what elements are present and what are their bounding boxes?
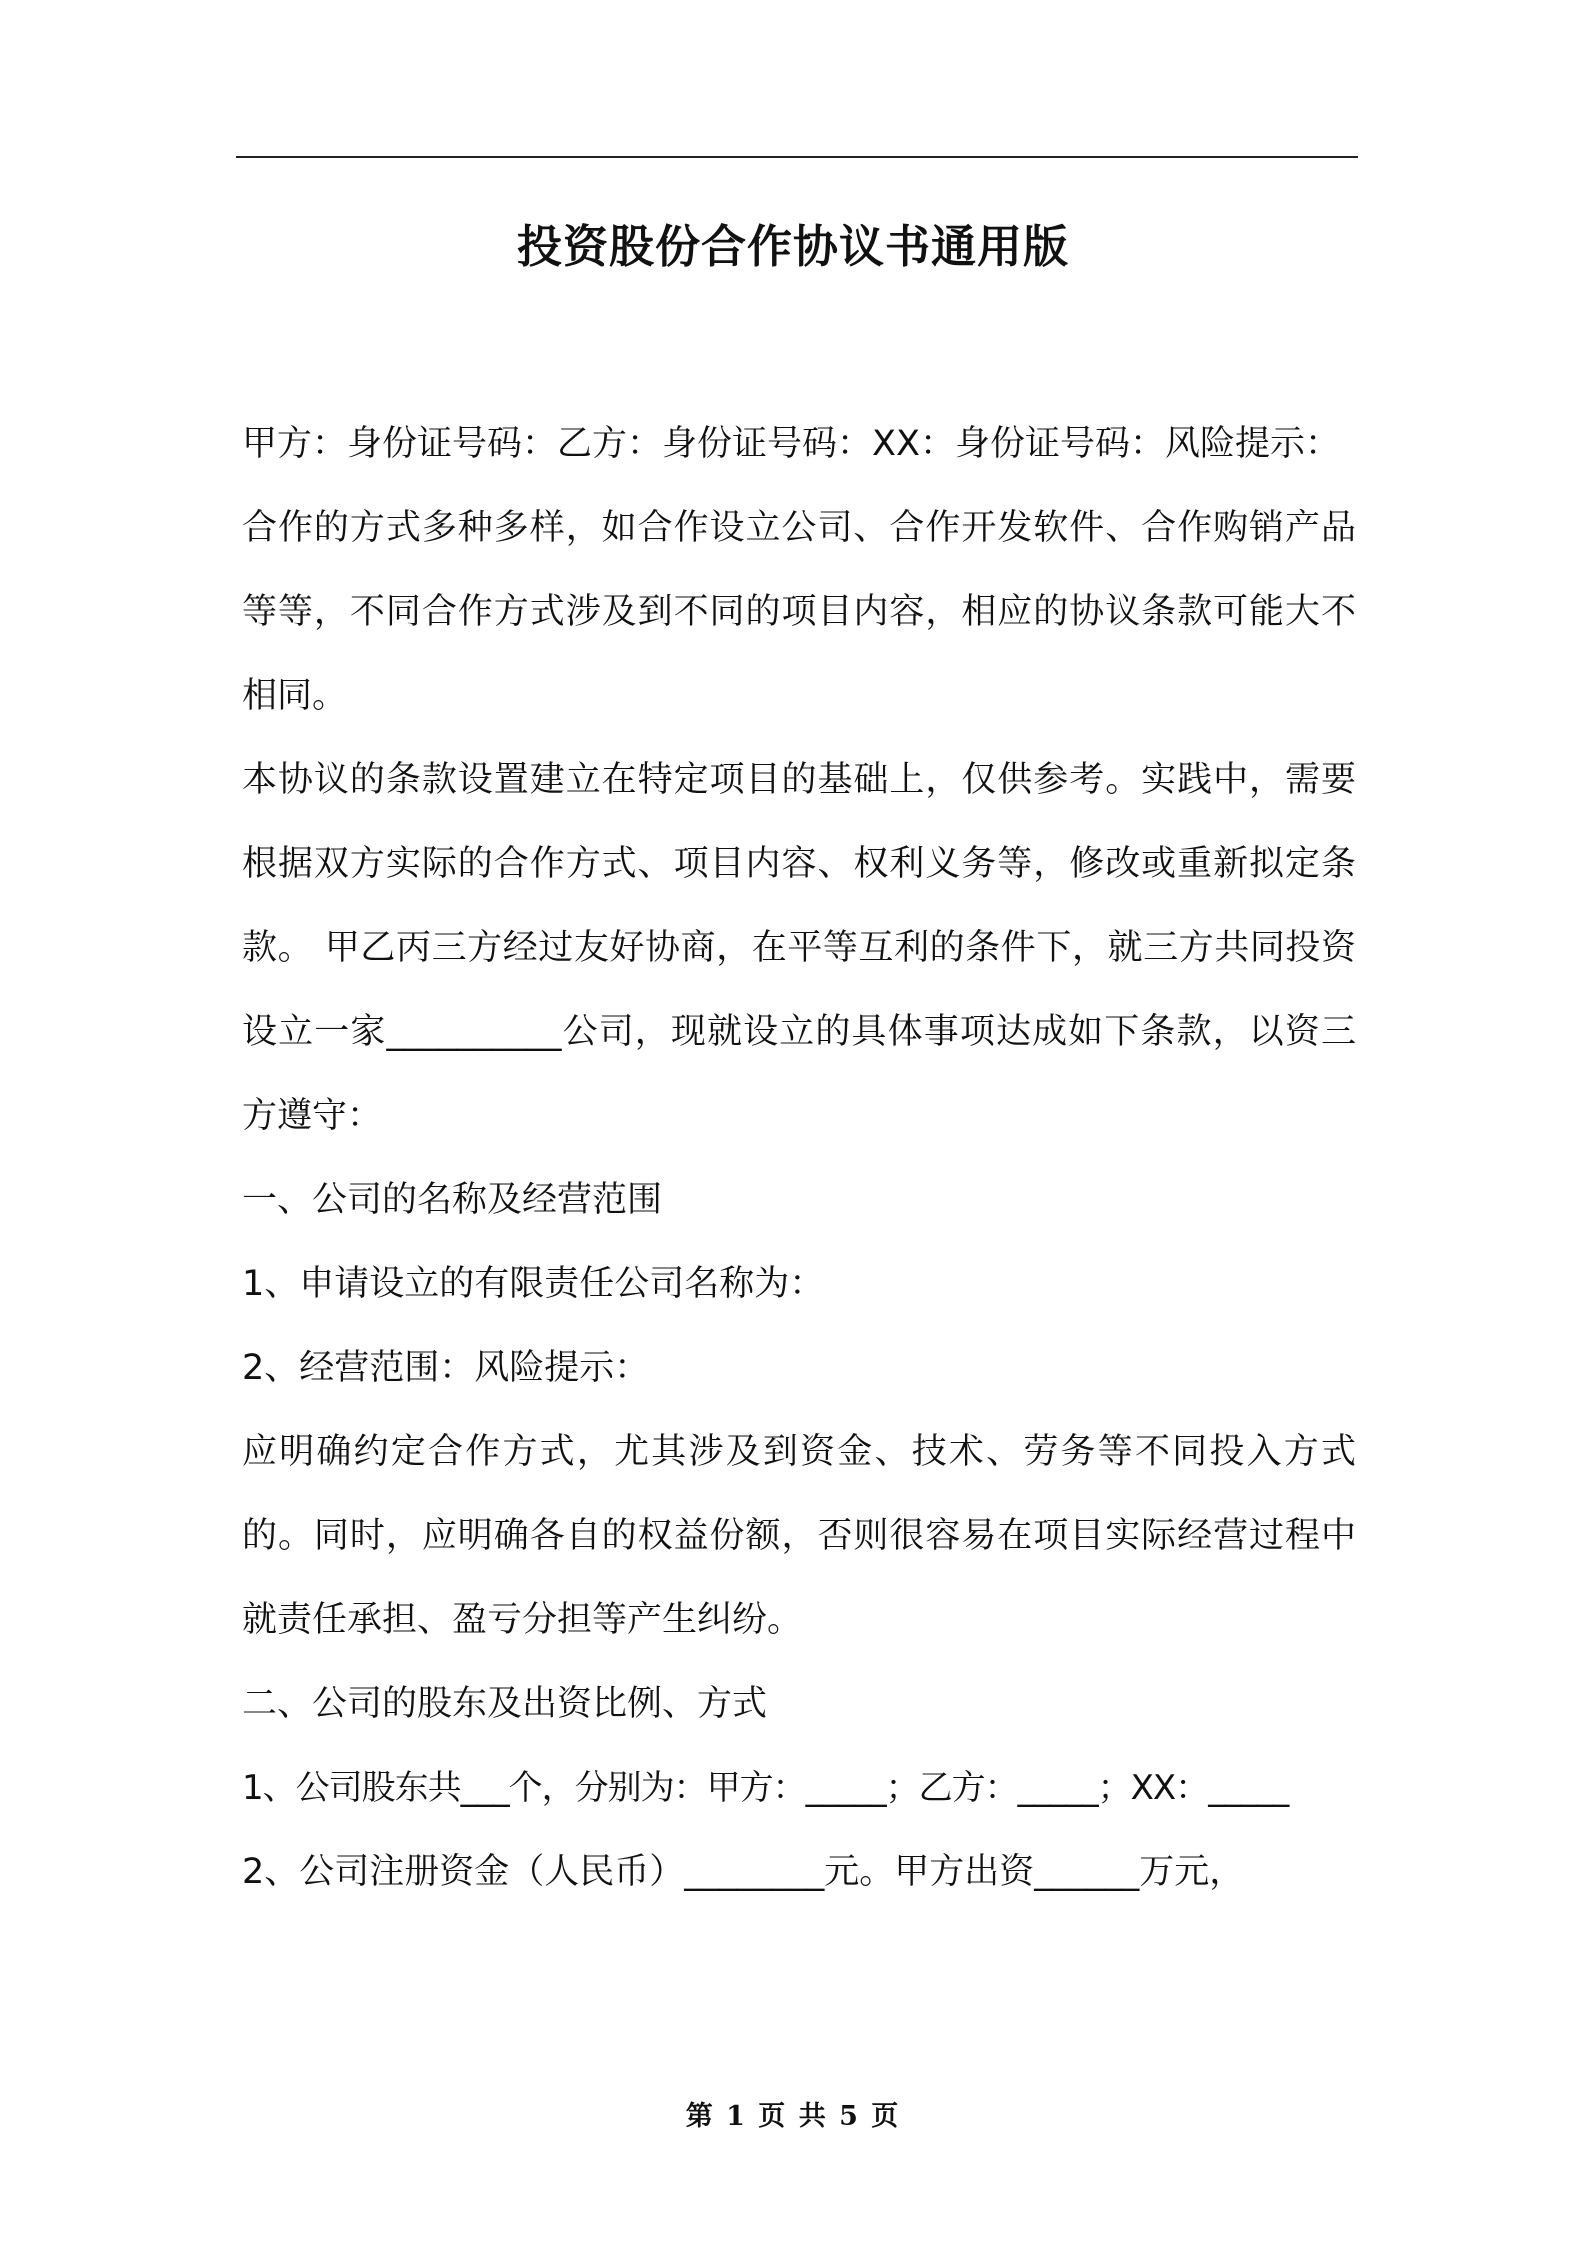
paragraph-reference-preamble: 本协议的条款设置建立在特定项目的基础上，仅供参考。实践中，需要根据双方实际的合作方式、项目内容、权利义务等，修改或重新拟定条款。 甲乙丙三方经过友好协商，在平等互利的条件下，就三方共同投资设立一家__________公司，现就设立的具体事项达成如下条款，以资三方遵守：: [242, 760, 1356, 1136]
page-footer: 第 1 页 共 5 页: [685, 2101, 901, 2132]
document-title: 投资股份合作协议书通用版: [516, 220, 1069, 273]
header-rule: [236, 156, 1358, 158]
section-heading-2: 二、公司的股东及出资比例、方式: [242, 1684, 768, 1724]
clause-1-1: 1、申请设立的有限责任公司名称为：: [242, 1264, 825, 1304]
paragraph-risk-note-cooperation: 合作的方式多种多样，如合作设立公司、合作开发软件、合作购销产品等等，不同合作方式涉及到不同的项目内容，相应的协议条款可能大不相同。: [242, 508, 1356, 716]
clause-1-2: 2、经营范围：风险提示：: [242, 1348, 650, 1388]
section-heading-1: 一、公司的名称及经营范围: [242, 1180, 663, 1220]
paragraph-risk-note-shares: 应明确约定合作方式，尤其涉及到资金、技术、劳务等不同投入方式的。同时，应明确各自的权益份额，否则很容易在项目实际经营过程中就责任承担、盈亏分担等产生纠纷。: [242, 1432, 1356, 1640]
document-body: [242, 402, 1356, 1914]
clause-2-1: 1、公司股东共___个，分别为：甲方：_____；乙方：_____；XX：_____: [242, 1768, 1289, 1808]
paragraph-parties: 甲方：身份证号码：乙方：身份证号码：XX：身份证号码：风险提示：: [242, 424, 1340, 464]
clause-2-2: 2、公司注册资金（人民币）________元。甲方出资______万元，: [242, 1852, 1245, 1892]
